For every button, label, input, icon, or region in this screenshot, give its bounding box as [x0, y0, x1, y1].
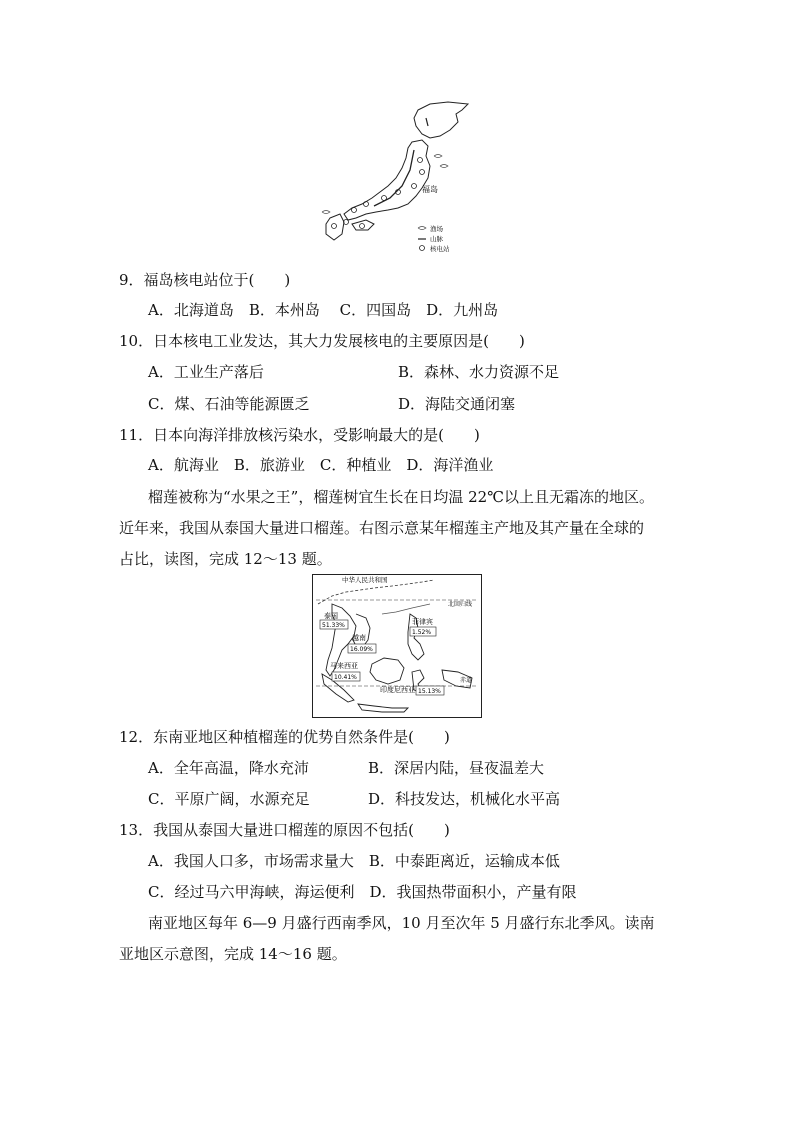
- q10-stem: 10．日本核电工业发达，其大力发展核电的主要原因是( ): [119, 332, 525, 350]
- vietnam-pct: 16.09%: [350, 646, 373, 653]
- durian-passage-line2: 近年来，我国从泰国大量进口榴莲。右图示意某年榴莲主产地及其产量在全球的: [119, 519, 645, 537]
- south-asia-passage-line1: 南亚地区每年 6—9 月盛行西南季风，10 月至次年 5 月盛行东北季风。读南: [148, 914, 655, 932]
- fukushima-label: 福岛: [422, 185, 438, 194]
- japan-map-figure: [318, 100, 478, 255]
- legend-mountain: 山脉: [430, 235, 443, 243]
- q10-option-b: B．森林、水力资源不足: [398, 363, 560, 381]
- q12-option-b: B．深居内陆，昼夜温差大: [368, 759, 545, 777]
- q9-stem: 9．福岛核电站位于( ): [119, 271, 291, 289]
- q10-option-c: C．煤、石油等能源匮乏: [148, 395, 310, 413]
- q12-stem: 12．东南亚地区种植榴莲的优势自然条件是( ): [119, 728, 450, 746]
- q12-option-a: A．全年高温，降水充沛: [148, 759, 309, 777]
- q13-stem: 13．我国从泰国大量进口榴莲的原因不包括( ): [119, 821, 450, 839]
- legend-fishery: 渔场: [430, 225, 443, 233]
- thailand-label: 泰国: [324, 612, 338, 620]
- southeast-asia-map-figure: [312, 574, 482, 718]
- vietnam-label: 越南: [352, 634, 366, 642]
- indonesia-label: 印度尼西亚: [380, 686, 415, 694]
- tropic-label: 北回归线: [448, 601, 473, 608]
- durian-passage-line3: 占比，读图，完成 12～13 题。: [119, 550, 332, 568]
- china-label: 中华人民共和国: [342, 576, 388, 584]
- equator-label: 赤道: [460, 677, 473, 684]
- philippines-pct: 1.52%: [412, 629, 432, 636]
- durian-passage-line1: 榴莲被称为“水果之王”，榴莲树宜生长在日均温 22℃以上且无霜冻的地区。: [148, 488, 654, 506]
- q11-stem: 11．日本向海洋排放核污染水，受影响最大的是( ): [119, 426, 480, 444]
- q12-option-d: D．科技发达，机械化水平高: [368, 790, 561, 808]
- q13-options-ab: A．我国人口多，市场需求量大 B．中泰距离近，运输成本低: [148, 852, 560, 870]
- q10-option-a: A．工业生产落后: [148, 363, 264, 381]
- thailand-pct: 51.33%: [322, 622, 345, 629]
- q9-options: A．北海道岛 B．本州岛 C．四国岛 D．九州岛: [148, 301, 499, 319]
- philippines-label: 菲律宾: [412, 618, 433, 626]
- q10-option-d: D．海陆交通闭塞: [398, 395, 516, 413]
- indonesia-pct: 15.13%: [418, 688, 441, 695]
- q13-options-cd: C．经过马六甲海峡，海运便利 D．我国热带面积小，产量有限: [148, 883, 577, 901]
- q12-option-c: C．平原广阔，水源充足: [148, 790, 310, 808]
- malaysia-label: 马来西亚: [330, 662, 358, 670]
- q11-options: A．航海业 B．旅游业 C．种植业 D．海洋渔业: [148, 456, 494, 474]
- malaysia-pct: 10.41%: [334, 674, 357, 681]
- legend-nuclear: 核电站: [430, 245, 450, 253]
- south-asia-passage-line2: 亚地区示意图，完成 14～16 题。: [119, 945, 347, 963]
